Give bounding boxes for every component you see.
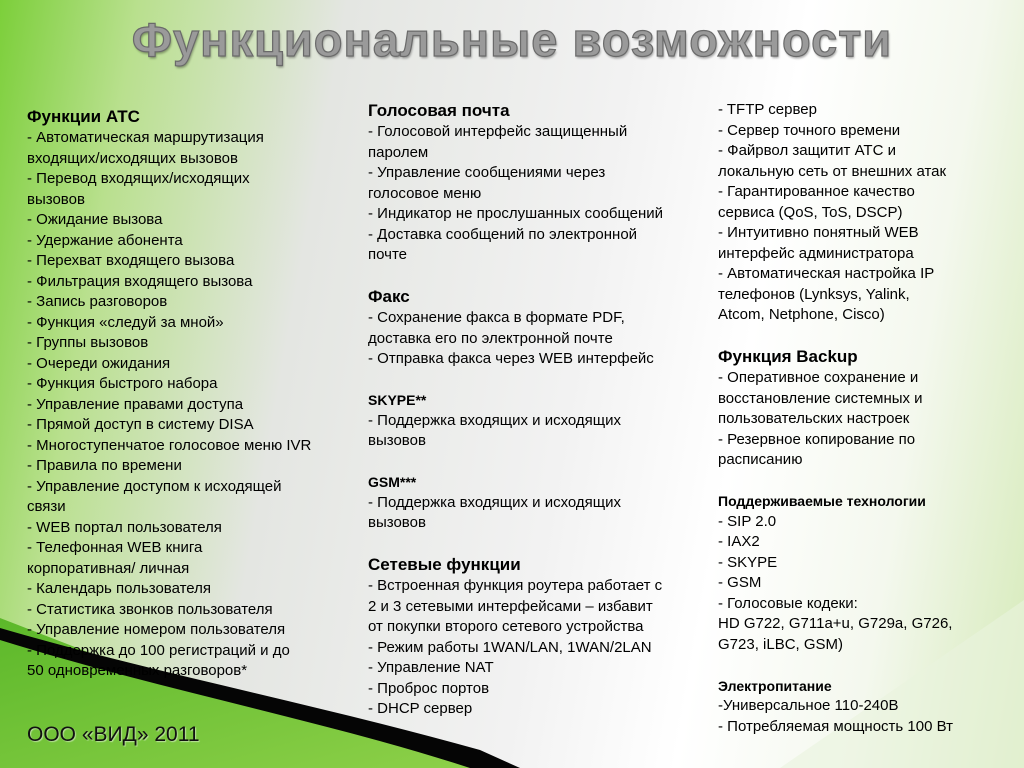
list-line: - Календарь пользователя (27, 580, 212, 597)
list-line: - Перехват входящего вызова (27, 252, 235, 269)
list-line: вызовов (368, 432, 426, 449)
spacer (368, 266, 663, 287)
list-line: - Поддержка до 100 регистраций и до (27, 641, 290, 659)
list-line: - Управление NAT (368, 659, 494, 676)
list-line: - Группы вызовов (27, 334, 149, 351)
list-line: связи (27, 498, 66, 515)
list-line: доставка его по электронной почте (368, 329, 613, 347)
section-heading: Факс (368, 287, 410, 306)
spacer (368, 452, 663, 473)
list-line: - Фильтрация входящего вызова (27, 272, 253, 290)
list-line: - Резервное копирование по (718, 430, 916, 448)
list-line: - Встроенная функция роутера работает с (368, 577, 663, 594)
list-line: - Телефонная WEB книга (27, 539, 203, 556)
list-line: -Универсальное 110-240В (718, 697, 899, 714)
list-line: - DHCP сервер (368, 700, 473, 717)
list-line: 2 и 3 сетевыми интерфейсами – избавит (368, 597, 653, 615)
list-line: - Автоматическая маршрутизация (27, 129, 264, 146)
section-heading: GSM*** (368, 474, 417, 490)
list-line: - Потребляемая мощность 100 Вт (718, 717, 953, 735)
list-line: - Файрвол защитит АТС и (718, 142, 896, 159)
column-voicemail-fax-network (368, 100, 663, 720)
list-line: - IAX2 (718, 533, 760, 550)
spacer (718, 326, 953, 347)
list-line: - Режим работы 1WAN/LAN, 1WAN/2LAN (368, 638, 652, 656)
list-line: - Ожидание вызова (27, 211, 163, 228)
list-line: - Отправка факса через WEB интерфейс (368, 350, 654, 367)
list-line: - Голосовой интерфейс защищенный (368, 123, 628, 140)
list-line: - Управление доступом к исходящей (27, 477, 282, 495)
column-services-backup-tech (718, 100, 953, 737)
list-line: расписанию (718, 451, 803, 468)
section-heading: Сетевые функции (368, 555, 521, 574)
section-heading: Функция Backup (718, 347, 858, 366)
list-line: вызовов (27, 190, 85, 208)
spacer (718, 655, 953, 676)
list-line: интерфейс администратора (718, 244, 914, 262)
spacer (368, 534, 663, 555)
list-line: Atcom, Netphone, Cisco) (718, 306, 885, 323)
list-line: - SKYPE (718, 553, 778, 571)
list-line: входящих/исходящих вызовов (27, 149, 238, 167)
list-line: - Гарантированное качество (718, 183, 915, 200)
list-line: - Очереди ожидания (27, 354, 171, 372)
list-line: - Автоматическая настройка IP (718, 265, 935, 282)
spacer (368, 370, 663, 391)
list-line: - Оперативное сохранение и (718, 369, 919, 386)
list-line: - Доставка сообщений по электронной (368, 225, 638, 243)
list-line: голосовое меню (368, 184, 482, 202)
list-line: телефонов (Lynksys, Yalink, (718, 285, 910, 303)
list-line: - Управление сообщениями через (368, 164, 606, 181)
list-line: - GSM (718, 574, 762, 591)
list-line: от покупки второго сетевого устройства (368, 618, 644, 635)
list-line: локальную сеть от внешних атак (718, 162, 947, 180)
list-line: - Прямой доступ в систему DISA (27, 416, 254, 433)
list-line: корпоративная/ личная (27, 559, 190, 577)
footer-company: ООО «ВИД» 2011 (27, 723, 200, 746)
list-line: - Интуитивно понятный WEB (718, 224, 919, 241)
list-line: сервиса (QoS, ToS, DSCP) (718, 203, 903, 221)
list-line: - Функция быстрого набора (27, 375, 218, 392)
list-line: - Функция «следуй за мной» (27, 313, 224, 331)
list-line: - Поддержка входящих и исходящих (368, 411, 622, 429)
list-line: - Сохранение факса в формате PDF, (368, 309, 625, 326)
list-line: - WEB портал пользователя (27, 518, 222, 536)
list-line: - Управление номером пользователя (27, 621, 286, 638)
section-heading: Электропитание (718, 677, 832, 694)
list-line: - Правила по времени (27, 457, 182, 474)
slide-title: Функциональные возможности (131, 13, 893, 66)
section-heading: Функции АТС (27, 107, 140, 126)
list-line: - Управление правами доступа (27, 395, 244, 413)
section-heading: Голосовая почта (368, 101, 510, 120)
list-line: - Сервер точного времени (718, 121, 901, 139)
list-line: - Проброс портов (368, 679, 490, 697)
spacer (718, 471, 953, 492)
list-line: - Запись разговоров (27, 293, 168, 310)
list-line: HD G722, G711a+u, G729a, G726, (718, 615, 953, 632)
list-line: вызовов (368, 514, 426, 531)
list-line: - Индикатор не прослушанных сообщений (368, 205, 664, 222)
list-line: восстановление системных и (718, 389, 923, 407)
column-pbx-functions (27, 106, 311, 682)
list-line: почте (368, 246, 407, 263)
list-line: - Удержание абонента (27, 231, 183, 249)
list-line: - Статистика звонков пользователя (27, 600, 273, 618)
list-line: G723, iLBC, GSM) (718, 635, 844, 653)
list-line: 50 одновременных разговоров* (27, 662, 248, 679)
section-heading: Поддерживаемые технологии (718, 493, 926, 509)
list-line: - Голосовые кодеки: (718, 594, 858, 612)
section-heading: SKYPE** (368, 392, 427, 408)
list-line: - Перевод входящих/исходящих (27, 170, 250, 187)
list-line: - Поддержка входящих и исходящих (368, 493, 622, 511)
list-line: - TFTP сервер (718, 101, 817, 118)
list-line: - Многоступенчатое голосовое меню IVR (27, 436, 312, 454)
list-line: - SIP 2.0 (718, 512, 777, 530)
list-line: паролем (368, 143, 429, 161)
list-line: пользовательских настроек (718, 410, 910, 427)
